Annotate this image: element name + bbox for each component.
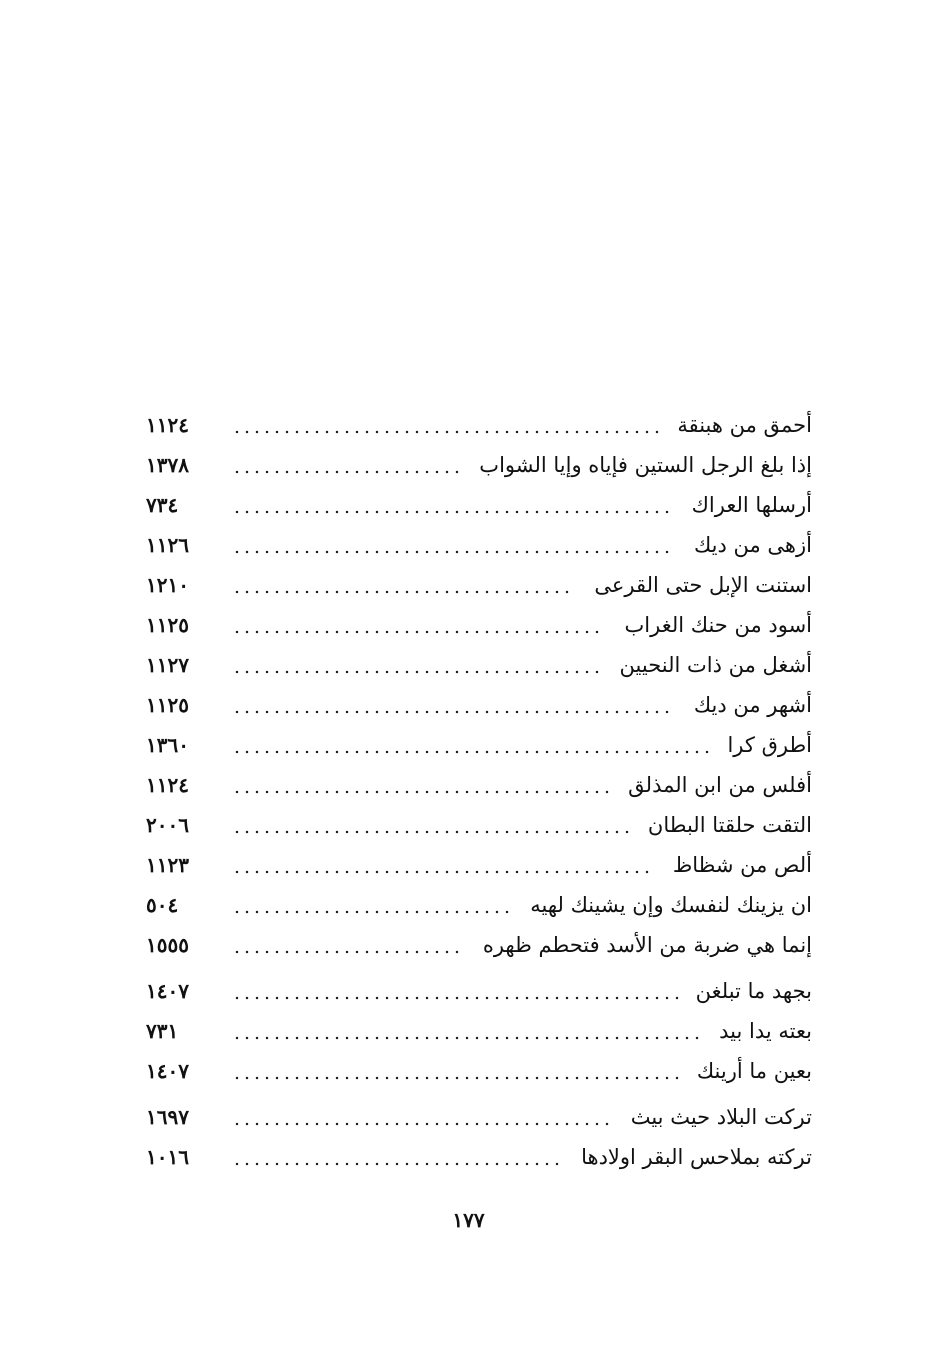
proverb-text: إنما هي ضربة من الأسد فتحطم ظهره	[482, 933, 812, 957]
proverb-text: أشغل من ذات النحيين	[619, 653, 812, 677]
proverb-text: بعته يدا بيد	[719, 1019, 812, 1043]
proverb-text: أشهر من ديك	[693, 693, 812, 717]
proverb-text: تركته بملاحس البقر اولادها	[581, 1145, 812, 1169]
reference-number: ١٤٠٧	[146, 979, 189, 1003]
index-entry-row	[140, 766, 812, 806]
proverb-text: أحمق من هبنقة	[677, 413, 812, 437]
proverb-text: أطرق كرا	[727, 733, 812, 757]
reference-number: ١٣٦٠	[146, 733, 189, 757]
reference-number: ١١٢٥	[146, 693, 189, 717]
reference-number: ١٣٧٨	[146, 453, 189, 477]
reference-number: ١٠١٦	[146, 1145, 189, 1169]
index-entry-row	[140, 686, 812, 726]
reference-number: ١١٢٥	[146, 613, 189, 637]
dot-leader	[232, 830, 632, 834]
index-entry-row	[140, 486, 812, 526]
dot-leader	[232, 670, 602, 674]
index-entry-row	[140, 1138, 812, 1178]
index-entry-row	[140, 806, 812, 846]
dot-leader	[232, 750, 712, 754]
index-entry-row	[140, 846, 812, 886]
dot-leader	[232, 910, 512, 914]
index-entry-row	[140, 1098, 812, 1138]
proverb-text: أفلس من ابن المذلق	[628, 773, 812, 797]
dot-leader	[232, 950, 462, 954]
index-entry-row	[140, 406, 812, 446]
index-entry-row	[140, 1052, 812, 1092]
dot-leader	[232, 790, 612, 794]
proverb-text: بجهد ما تبلغن	[695, 979, 812, 1003]
dot-leader	[232, 630, 602, 634]
proverb-text: أرسلها العراك	[691, 493, 812, 517]
reference-number: ١١٢٧	[146, 653, 189, 677]
reference-number: ١٥٥٥	[146, 933, 189, 957]
proverb-text: التقت حلقتا البطان	[647, 813, 812, 837]
proverb-text: تركت البلاد حيث بيث	[630, 1105, 812, 1129]
dot-leader	[232, 996, 682, 1000]
proverb-text: أسود من حنك الغراب	[624, 613, 812, 637]
dot-leader	[232, 1162, 562, 1166]
dot-leader	[232, 1122, 612, 1126]
dot-leader	[232, 1036, 702, 1040]
index-entry-row	[140, 526, 812, 566]
index-entry-row	[140, 886, 812, 926]
index-entry-row	[140, 926, 812, 966]
reference-number: ١١٢٣	[146, 853, 189, 877]
index-entry-row	[140, 446, 812, 486]
index-entry-row	[140, 972, 812, 1012]
proverb-text: أزهى من ديك	[693, 533, 812, 557]
dot-leader	[232, 550, 672, 554]
dot-leader	[232, 1076, 682, 1080]
proverb-text: بعين ما أرينك	[696, 1059, 812, 1083]
dot-leader	[232, 430, 662, 434]
reference-number: ١١٢٦	[146, 533, 189, 557]
index-entry-row	[140, 566, 812, 606]
proverb-text: استنت الإبل حتى القرعى	[594, 573, 812, 597]
proverb-text: إذا بلغ الرجل الستين فإياه وإيا الشواب	[479, 453, 812, 477]
page-number: ١٧٧	[452, 1208, 485, 1232]
dot-leader	[232, 870, 652, 874]
dot-leader	[232, 510, 672, 514]
index-entry-row	[140, 726, 812, 766]
reference-number: ١١٢٤	[146, 413, 189, 437]
reference-number: ١٦٩٧	[146, 1105, 189, 1129]
proverb-text: ان يزينك لنفسك وإن يشينك لهيه	[530, 893, 812, 917]
reference-number: ١١٢٤	[146, 773, 189, 797]
index-entry-row	[140, 1012, 812, 1052]
proverb-text: ألص من شظاظ	[672, 853, 812, 877]
dot-leader	[232, 710, 672, 714]
proverb-index-list	[140, 406, 812, 1178]
reference-number: ٥٠٤	[146, 893, 179, 917]
reference-number: ٢٠٠٦	[146, 813, 189, 837]
dot-leader	[232, 470, 462, 474]
index-entry-row	[140, 606, 812, 646]
reference-number: ٧٣٤	[146, 493, 179, 517]
dot-leader	[232, 590, 572, 594]
reference-number: ١٢١٠	[146, 573, 189, 597]
reference-number: ٧٣١	[146, 1019, 179, 1043]
reference-number: ١٤٠٧	[146, 1059, 189, 1083]
index-entry-row	[140, 646, 812, 686]
